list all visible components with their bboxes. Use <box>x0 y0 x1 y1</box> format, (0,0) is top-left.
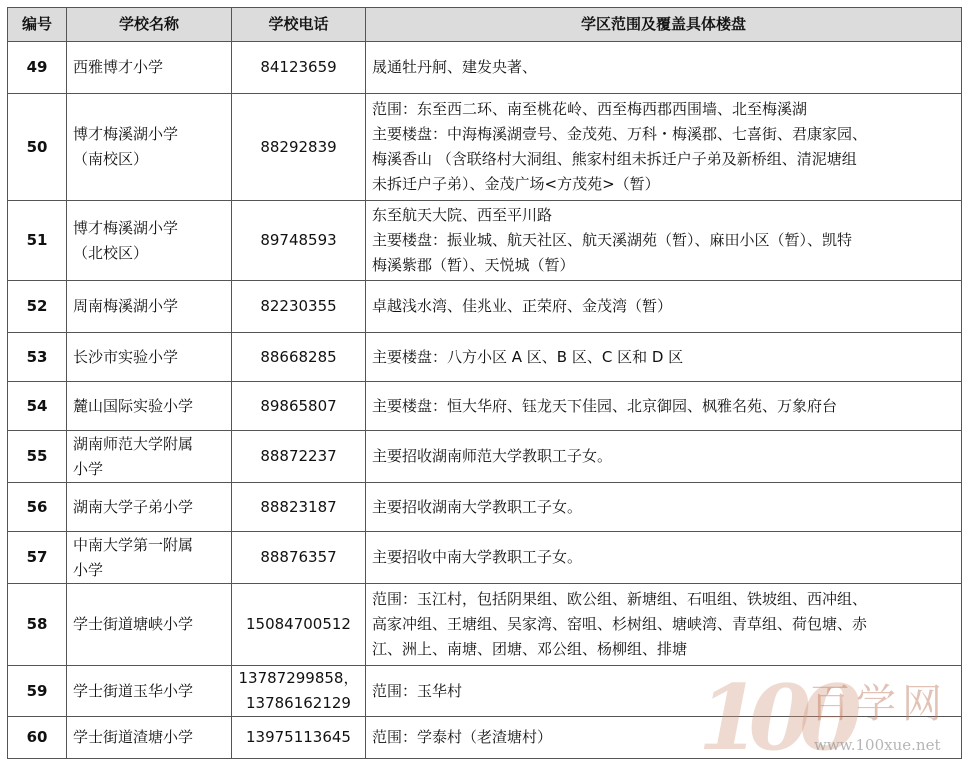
school-name <box>67 201 232 281</box>
school-phone-line: 89865807 <box>260 396 337 415</box>
school-name <box>67 94 232 201</box>
school-name <box>67 333 232 382</box>
school-phone <box>232 94 366 201</box>
row-number: 54 <box>8 382 67 431</box>
school-phone-line: 15084700512 <box>246 615 351 633</box>
row-number: 53 <box>8 333 67 382</box>
district-scope-line: 主要招收湖南师范大学教职工子女。 <box>372 447 613 465</box>
row-number: 56 <box>8 483 67 532</box>
school-phone-line: 13786162129 <box>246 694 351 712</box>
school-phone-line: 88876357 <box>260 548 337 566</box>
school-name <box>67 532 232 584</box>
school-name-line: （南校区） <box>73 150 149 168</box>
school-name-line: 博才梅溪湖小学 <box>73 125 179 143</box>
table-row <box>8 201 962 281</box>
table-row <box>8 532 962 584</box>
district-scope-line: 梅溪香山 （含联络村大洞组、熊家村组未拆迁户子弟及新桥组、清泥塘组 <box>372 150 857 168</box>
district-scope-line: 范围：玉华村 <box>372 681 463 700</box>
district-scope-line: 高家冲组、王塘组、吴家湾、窑咀、杉树组、塘峡湾、青草组、荷包塘、赤 <box>372 615 868 633</box>
district-scope <box>366 333 962 382</box>
row-number: 57 <box>8 532 67 584</box>
school-phone-line: 13975113645 <box>246 728 351 746</box>
watermark-title: 百学网 <box>810 681 948 727</box>
district-scope <box>366 382 962 431</box>
header-number: 编号 <box>8 8 67 42</box>
school-phone <box>232 666 366 717</box>
header-phone: 学校电话 <box>232 8 366 42</box>
district-scope-line: 主要招收湖南大学教职工子女。 <box>372 497 583 516</box>
school-phone <box>232 483 366 532</box>
school-name-line: 长沙市实验小学 <box>73 347 179 366</box>
district-scope-line: 主要楼盘：振业城、航天社区、航天溪湖苑（暂）、麻田小区（暂）、凯特 <box>372 231 853 249</box>
school-phone <box>232 281 366 333</box>
school-name <box>67 42 232 94</box>
school-phone-line: 82230355 <box>260 297 337 315</box>
district-scope-line: 晟通牡丹舸、建发央著、 <box>372 58 538 76</box>
table-row <box>8 717 962 759</box>
district-scope <box>366 532 962 584</box>
school-name-line: 湖南大学子弟小学 <box>73 497 194 516</box>
district-scope <box>366 431 962 483</box>
school-phone-line: 89748593 <box>260 231 337 249</box>
school-phone <box>232 717 366 759</box>
district-scope <box>366 717 962 759</box>
district-scope-line: 主要楼盘：中海梅溪湖壹号、金茂苑、万科・梅溪郡、七喜街、君康家园、 <box>372 125 868 143</box>
district-scope-line: 未拆迁户子弟）、金茂广场<方茂苑>（暂） <box>372 175 660 193</box>
table-row <box>8 431 962 483</box>
school-name <box>67 666 232 717</box>
school-name <box>67 584 232 666</box>
row-number: 50 <box>8 94 67 201</box>
school-name-line: （北校区） <box>73 243 149 262</box>
school-name <box>67 382 232 431</box>
school-name-line: 小学 <box>73 560 104 579</box>
header-row <box>8 8 962 42</box>
school-name-line: 麓山国际实验小学 <box>73 396 194 415</box>
district-scope-line: 主要楼盘：恒大华府、钰龙天下佳园、北京御园、枫雅名苑、万象府台 <box>372 396 838 415</box>
school-name-line: 中南大学第一附属 <box>73 535 194 554</box>
school-name <box>67 431 232 483</box>
district-scope <box>366 42 962 94</box>
school-phone <box>232 201 366 281</box>
district-scope-line: 主要招收中南大学教职工子女。 <box>372 548 583 566</box>
table-row <box>8 281 962 333</box>
table-row <box>8 666 962 717</box>
district-scope <box>366 281 962 333</box>
watermark-url: www.100xue.net <box>814 736 941 754</box>
row-number: 60 <box>8 717 67 759</box>
school-name-line: 小学 <box>73 459 104 478</box>
school-phone-line: 84123659 <box>260 58 337 76</box>
table-row <box>8 483 962 532</box>
school-phone-line: 13787299858， <box>238 669 359 687</box>
school-name-line: 学士街道玉华小学 <box>73 681 194 700</box>
row-number: 59 <box>8 666 67 717</box>
district-scope <box>366 94 962 201</box>
district-scope-line: 江、洲上、南塘、团塘、邓公组、杨柳组、排塘 <box>372 640 688 658</box>
row-number: 55 <box>8 431 67 483</box>
table-row <box>8 42 962 94</box>
district-scope-line: 范围：学泰村（老渣塘村） <box>372 728 553 746</box>
table-row <box>8 584 962 666</box>
district-scope <box>366 483 962 532</box>
school-name <box>67 483 232 532</box>
school-phone-line: 88292839 <box>260 137 337 156</box>
school-name-line: 西雅博才小学 <box>73 58 164 76</box>
school-phone-line: 88823187 <box>260 497 337 516</box>
school-phone <box>232 584 366 666</box>
school-district-table <box>7 7 962 759</box>
row-number: 49 <box>8 42 67 94</box>
district-scope-line: 主要楼盘：八方小区 A 区、B 区、C 区和 D 区 <box>372 347 684 366</box>
school-name-line: 周南梅溪湖小学 <box>73 297 179 315</box>
watermark-digits: 100 <box>698 665 850 771</box>
district-scope-line: 卓越浅水湾、佳兆业、正荣府、金茂湾（暂） <box>372 297 673 315</box>
school-phone-line: 88668285 <box>260 347 337 366</box>
school-phone-line: 88872237 <box>260 447 337 465</box>
header-scope: 学区范围及覆盖具体楼盘 <box>366 8 962 42</box>
district-scope-line: 梅溪紫郡（暂）、天悦城（暂） <box>372 256 575 274</box>
district-scope <box>366 666 962 717</box>
table-body <box>8 42 962 759</box>
school-name <box>67 281 232 333</box>
school-name-line: 学士街道塘峡小学 <box>73 615 194 633</box>
school-phone <box>232 42 366 94</box>
table-row <box>8 333 962 382</box>
row-number: 51 <box>8 201 67 281</box>
school-name <box>67 717 232 759</box>
school-name-line: 湖南师范大学附属 <box>73 434 194 453</box>
district-scope <box>366 584 962 666</box>
school-phone <box>232 333 366 382</box>
school-phone <box>232 382 366 431</box>
school-name-line: 博才梅溪湖小学 <box>73 218 179 237</box>
row-number: 52 <box>8 281 67 333</box>
district-scope-line: 范围：东至西二环、南至桃花岭、西至梅西郡西围墙、北至梅溪湖 <box>372 100 808 118</box>
district-scope <box>366 201 962 281</box>
table-row <box>8 94 962 201</box>
header-school-name: 学校名称 <box>67 8 232 42</box>
district-scope-line: 范围：玉江村，包括阴果组、欧公组、新塘组、石咀组、铁坡组、西冲组、 <box>372 590 868 608</box>
school-name-line: 学士街道渣塘小学 <box>73 728 194 746</box>
row-number: 58 <box>8 584 67 666</box>
school-phone <box>232 431 366 483</box>
school-phone <box>232 532 366 584</box>
district-scope-line: 东至航天大院、西至平川路 <box>372 206 553 224</box>
table-row <box>8 382 962 431</box>
